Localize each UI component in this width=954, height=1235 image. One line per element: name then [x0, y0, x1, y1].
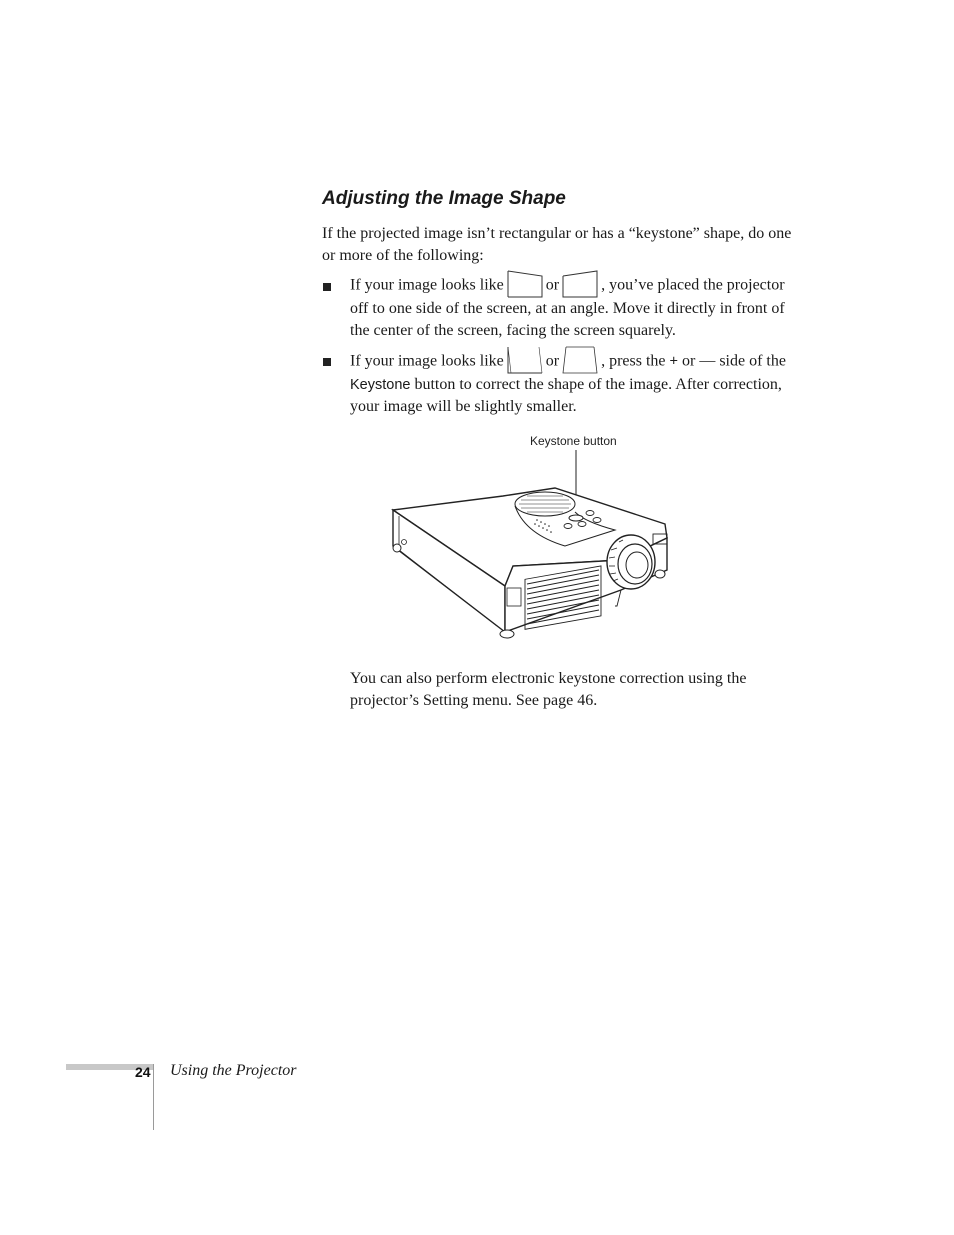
keystone-button-icon — [569, 515, 583, 521]
projector-illustration — [385, 450, 675, 650]
section-heading: Adjusting the Image Shape — [322, 188, 566, 209]
plus-symbol: + — [669, 353, 678, 370]
bullet-rest: , you’ve placed the projector off to one side of the screen, at an angle. Move it directly in front of the center of the screen, facing the screen squarely. — [350, 276, 785, 339]
chapter-title: Using the Projector — [170, 1062, 297, 1079]
bullet-or: or — [545, 352, 560, 370]
note-paragraph: You can also perform electronic keystone correction using the projector’s Setting menu. See page 46. — [350, 670, 747, 709]
bullet-marker — [323, 283, 331, 291]
keystone-shape-wide-top-icon — [507, 346, 543, 374]
bullet-or: or — [545, 276, 560, 294]
footer-rule — [153, 1064, 154, 1130]
keystone-button-name: Keystone — [350, 377, 411, 393]
figure-callout-label: Keystone button — [530, 434, 617, 448]
bullet-marker — [323, 358, 331, 366]
bullet-prefix: If your image looks like — [350, 276, 504, 294]
intro-paragraph: If the projected image isn’t rectangular or has a “keystone” shape, do one or more of the following: — [322, 225, 792, 264]
page-number: 24 — [135, 1064, 151, 1080]
bullet-rest-c: button to correct the shape of the image. After correction, your image will be slightly smaller. — [350, 376, 782, 415]
keystone-shape-wide-bottom-icon — [562, 346, 598, 374]
bullet-prefix: If your image looks like — [350, 352, 504, 370]
bullet-rest-a: , press the — [601, 352, 670, 370]
bullet-item-keystone-button — [350, 350, 790, 418]
keystone-shape-right-icon — [562, 270, 598, 298]
keystone-shape-left-icon — [507, 270, 543, 298]
bullet-item-side-angle — [350, 274, 790, 342]
bullet-rest-b: or — side of the — [677, 352, 786, 370]
